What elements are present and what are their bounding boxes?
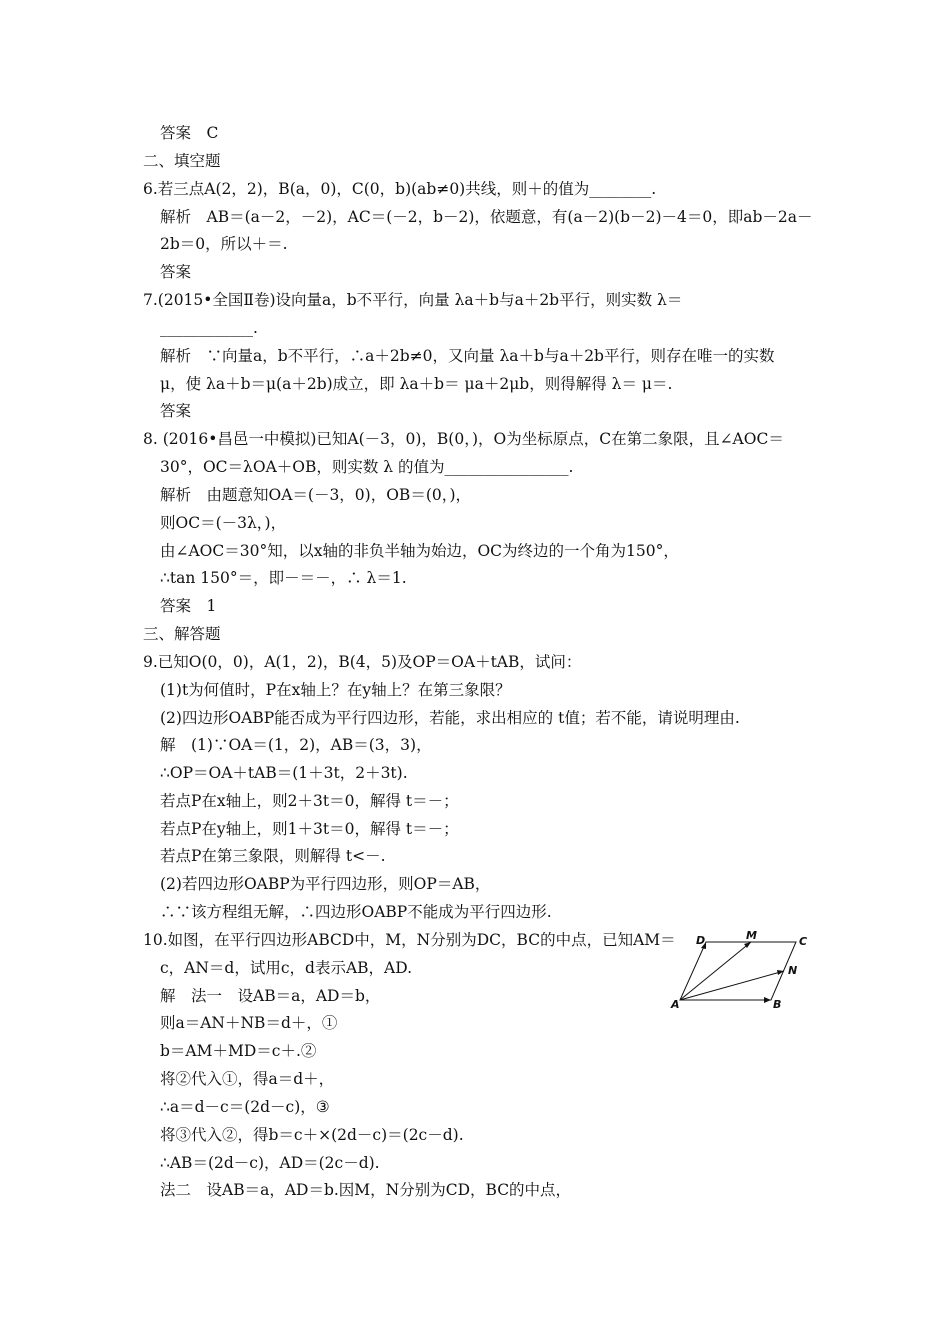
text-line: 法二 设AB＝a，AD＝b.因M，N分别为CD，BC的中点， xyxy=(160,1181,572,1199)
label-b: B xyxy=(773,998,782,1010)
text-line: 若点P在x轴上，则2＋3t＝0，解得 t＝－； xyxy=(160,792,459,810)
text-line: 解析 AB＝(a－2，－2)，AC＝(－2，b－2)，依题意，有(a－2)(b－2)－4＝0，即ab－2a－ xyxy=(160,208,813,226)
label-m: M xyxy=(746,930,757,942)
text-line: 解 (1)∵OA＝(1，2)，AB＝(3，3)， xyxy=(160,736,432,754)
label-a: A xyxy=(671,998,680,1010)
text-line: 若点P在y轴上，则1＋3t＝0，解得 t＝－； xyxy=(160,820,459,838)
text-line: 则OC＝(－3λ，)， xyxy=(160,514,287,532)
text-line: 解析 ∵向量a，b不平行，∴a＋2b≠0，又向量 λa＋b与a＋2b平行，则存在唯一的实数 xyxy=(160,347,775,365)
text-line: c，AN＝d，试用c，d表示AB，AD. xyxy=(160,959,413,977)
text-line: 6.若三点A(2，2)，B(a，0)，C(0，b)(ab≠0)共线，则＋的值为________. xyxy=(143,180,657,198)
text-line: 9.已知O(0，0)，A(1，2)，B(4，5)及OP＝OA＋tAB，试问： xyxy=(143,653,582,671)
text-line: ∴tan 150°＝，即－＝－，∴ λ＝1. xyxy=(160,569,407,587)
text-line: 8. (2016•昌邑一中模拟)已知A(－3，0)，B(0，)，O为坐标原点，C在第二象限，且∠AOC＝ xyxy=(143,430,784,448)
text-line: 三、解答题 xyxy=(143,625,221,643)
arrowhead-ab xyxy=(764,997,771,1003)
text-line: 答案 C xyxy=(160,124,219,142)
text-line: 答案 1 xyxy=(160,597,217,615)
text-line: (2)若四边形OABP为平行四边形，则OP＝AB， xyxy=(160,875,491,893)
label-d: D xyxy=(696,934,706,947)
text-line: (1)t为何值时，P在x轴上？在y轴上？在第三象限？ xyxy=(160,681,511,699)
parallelogram-figure xyxy=(668,930,818,1010)
text-line: 答案 xyxy=(160,263,192,281)
text-line: 2b＝0，所以＋＝. xyxy=(160,235,288,253)
text-line: 解 法一 设AB＝a，AD＝b， xyxy=(160,987,381,1005)
text-line: 若点P在第三象限，则解得 t<－. xyxy=(160,847,386,865)
label-c: C xyxy=(799,935,808,948)
vector-am xyxy=(680,942,751,1000)
text-line: ∴∵该方程组无解，∴四边形OABP不能成为平行四边形. xyxy=(160,903,552,921)
text-line: b＝AM＋MD＝c＋.② xyxy=(160,1042,317,1060)
label-n: N xyxy=(788,964,798,977)
text-line: 10.如图，在平行四边形ABCD中，M，N分别为DC，BC的中点，已知AM＝ xyxy=(143,931,676,949)
text-line: ∴OP＝OA＋tAB＝(1＋3t，2＋3t). xyxy=(160,764,408,782)
text-line: ∴a＝d－c＝(2d－c)，③ xyxy=(160,1098,330,1116)
text-line: 二、填空题 xyxy=(143,152,221,170)
text-line: 30°，OC＝λOA＋OB，则实数 λ 的值为________________. xyxy=(160,458,574,476)
text-line: 解析 由题意知OA＝(－3，0)，OB＝(0，)， xyxy=(160,486,472,504)
vector-an xyxy=(680,971,784,1000)
text-line: 7.(2015•全国Ⅱ卷)设向量a，b不平行，向量 λa＋b与a＋2b平行，则实数 λ＝ xyxy=(143,291,683,309)
text-line: ____________. xyxy=(160,319,258,337)
text-line: 由∠AOC＝30°知，以x轴的非负半轴为始边，OC为终边的一个角为150°， xyxy=(160,542,679,560)
text-line: 将②代入①，得a＝d＋， xyxy=(160,1070,335,1088)
text-line: (2)四边形OABP能否成为平行四边形，若能，求出相应的 t值；若不能，请说明理由. xyxy=(160,709,740,727)
text-line: ∴AB＝(2d－c)，AD＝(2c－d). xyxy=(160,1154,380,1172)
text-line: 答案 xyxy=(160,402,192,420)
text-line: 将③代入②，得b＝c＋×(2d－c)＝(2c－d). xyxy=(160,1126,464,1144)
text-line: μ，使 λa＋b＝μ(a＋2b)成立，即 λa＋b＝ μa＋2μb，则得解得 λ＝ μ＝. xyxy=(160,375,673,393)
text-line: 则a＝AN＋NB＝d＋，① xyxy=(160,1014,338,1032)
